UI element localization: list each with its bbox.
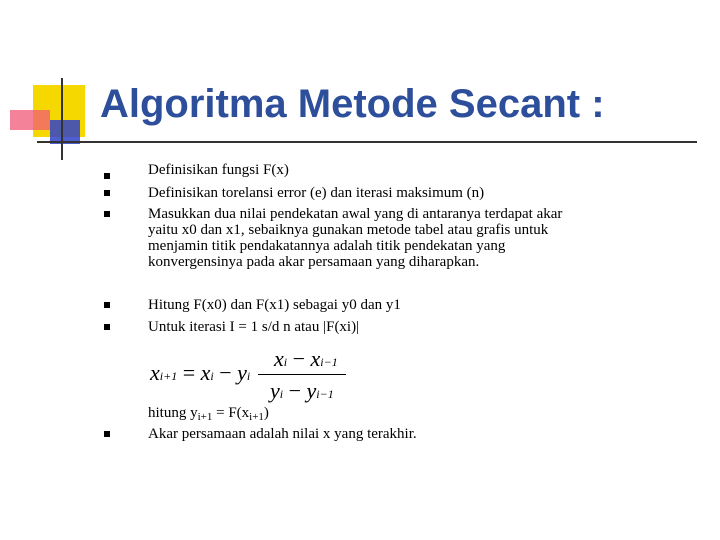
step-6-text: Akar persamaan adalah nilai x yang terakhir.	[148, 426, 417, 442]
formula-denominator	[270, 378, 334, 404]
formula-lhs-var: x	[150, 360, 160, 385]
numerator-x-prev-sub: i−1	[320, 355, 338, 369]
hitung-middle: = F(x	[212, 405, 250, 421]
title-underline	[37, 141, 697, 143]
bullet-marker	[104, 211, 110, 217]
step-3-text: Masukkan dua nilai pendekatan awal yang di antaranya terdapat akar yaitu x0 dan x1, sebaiknya gunakan metode tabel atau grafis untuk menjamin titik pendakatannya adalah titik pendekatan yang konvergensinya pada akar persamaan yang diharapkan.	[148, 206, 563, 270]
numerator-minus: −	[292, 346, 306, 371]
formula-lhs-sub: i+1	[159, 369, 178, 383]
bullet-marker	[104, 431, 110, 437]
denominator-y-sub: i	[279, 387, 284, 401]
formula-y: y	[237, 360, 247, 385]
denominator-y: y	[270, 378, 280, 403]
denominator-minus: −	[288, 378, 302, 403]
bullet-marker	[104, 324, 110, 330]
bullet-marker	[104, 302, 110, 308]
hitung-prefix: hitung y	[148, 405, 198, 421]
formula-minus: −	[219, 360, 232, 385]
secant-formula	[150, 346, 390, 406]
hitung-suffix: )	[263, 405, 269, 421]
formula-lhs	[150, 360, 250, 386]
hitung-sub-1: i+1	[197, 411, 213, 423]
denominator-y-prev-sub: i−1	[316, 387, 334, 401]
step-2-text: Definisikan torelansi error (e) dan iterasi maksimum (n)	[148, 185, 485, 201]
formula-x-sub: i	[210, 369, 214, 383]
step-4-text: Hitung F(x0) dan F(x1) sebagai y0 dan y1	[148, 297, 401, 313]
bullet-marker	[104, 173, 110, 179]
hitung-sub-2: i+1	[249, 411, 264, 423]
decor-red-square	[10, 110, 50, 130]
step-1-text: Definisikan fungsi F(x)	[148, 162, 289, 178]
denominator-y-prev: y	[306, 378, 317, 403]
formula-numerator	[274, 346, 338, 372]
step-5-text: Untuk iterasi I = 1 s/d n atau |F(xi)|	[148, 319, 360, 335]
formula-equals: =	[182, 360, 196, 385]
slide-title: Algoritma Metode Secant :	[100, 82, 605, 126]
numerator-x-sub: i	[283, 355, 288, 369]
formula-x: x	[200, 360, 211, 385]
hitung-text	[148, 405, 588, 421]
formula-y-sub: i	[246, 369, 251, 383]
bullet-marker	[104, 190, 110, 196]
numerator-x-prev: x	[310, 346, 321, 371]
fraction-bar	[258, 374, 346, 375]
decor-vertical-line	[61, 78, 63, 160]
numerator-x: x	[274, 346, 284, 371]
